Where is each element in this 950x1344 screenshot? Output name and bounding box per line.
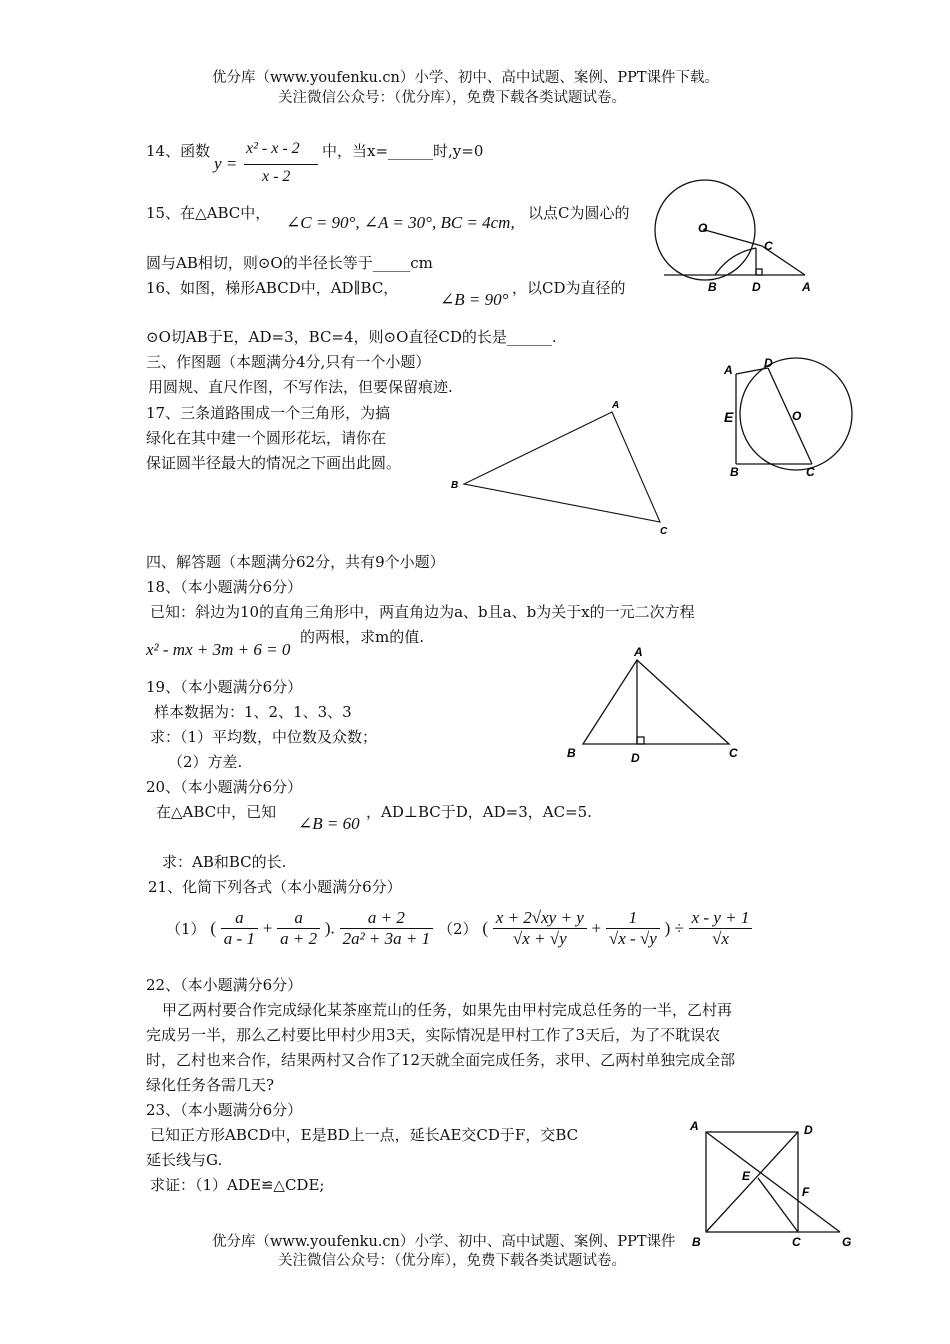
q21-open-2: ( [482,918,488,938]
figure-square [686,1118,866,1248]
q20-ask: 求：AB和BC的长. [162,853,287,871]
fig4-triangle [583,660,729,744]
q23-line-2: 延长线与G. [146,1151,223,1169]
q21-dot: ). [324,918,335,938]
fig5-label-c: C [792,1235,801,1249]
fig2-label-a: A [724,363,733,377]
fig3-label-b: B [451,480,459,491]
q21-frac-2: $\frac{a}{a + 2}$ [277,908,320,949]
fig5-line-ag [706,1132,840,1232]
q22-line-2: 完成另一半，那么乙村要比甲村少用3天，实际情况是甲村工作了3天后，为了不耽误农 [146,1026,721,1044]
header-line-2: 关注微信公众号：（优分库），免费下载各类试题试卷。 [278,90,626,106]
q19-data: 样本数据为：1、2、1、3、3 [154,703,352,721]
q22-line-1: 甲乙两村要合作完成绿化某茶座荒山的任务，如果先由甲村完成总任务的一半，乙村再 [162,1001,733,1019]
q14-y: y = [214,154,238,173]
fig5-label-b: B [692,1235,701,1249]
fig1-label-c: C [764,239,773,253]
q21-frac-4: $\frac{x + 2√xy + y}{√x + √y}$ [493,908,587,949]
q21-frac-6: $\frac{x - y + 1}{√x}$ [689,908,753,949]
figure-circle-tangent [660,178,830,298]
q14-den: x - 2 [262,168,291,185]
section-3-title: 三、作图题（本题满分4分,只有一个小题） [146,353,431,371]
q22-line-4: 绿化任务各需几天? [146,1076,275,1094]
q17-line-3: 保证圆半径最大的情况之下画出此圆。 [146,454,402,472]
q16-lead: 16、如图，梯形ABCD中，AD∥BC， [146,279,399,297]
q16-math: ∠B = 90° [440,290,509,309]
q22-head: 22、（本小题满分6分） [146,976,303,994]
fig1-label-d: D [752,280,761,294]
q19-ask-1: 求：（1）平均数，中位数及众数； [150,728,378,746]
fig3-label-c: C [660,526,668,537]
q14 [146,140,210,161]
q19-head: 19、（本小题满分6分） [146,678,303,696]
fig1-label-b: B [708,280,717,294]
q19-ask-2: （2）方差. [168,753,243,771]
q21-part-2-label: （2） [438,920,478,938]
q14-num: x² - x - 2 [246,140,300,157]
q21-plus-1: + [262,918,273,938]
q21-div: ) ÷ [664,918,684,938]
footer-line-2: 关注微信公众号：（优分库），免费下载各类试题试卷。 [278,1253,626,1269]
q21-open-1: ( [210,918,216,938]
fig4-label-a: A [634,645,643,659]
fig4-right-angle [637,737,644,744]
section-3-note: 用圆规、直尺作图，不写作法，但要保留痕迹. [148,378,453,396]
q18-line-1: 已知：斜边为10的直角三角形中，两直角边为a、b且a、b为关于x的一元二次方程 [150,603,695,621]
fig1-label-a: A [802,280,811,294]
q20-tail: ，AD⊥BC于D，AD=3，AC=5. [366,803,592,821]
q21-plus-2: + [591,918,602,938]
q17-line-1: 17、三条道路围成一个三角形，为搞 [146,404,391,422]
q15-tail: 以点C为圆心的 [528,204,630,222]
fig2-label-o: O [792,409,802,423]
fig4-label-c: C [729,746,738,760]
fig2-label-b: B [730,465,739,479]
q15-lead: 15、在△ABC中， [146,204,271,222]
section-4-title: 四、解答题（本题满分62分，共有9个小题） [146,553,445,571]
q14-lead: 14、函数 [146,142,211,160]
q21-frac-1: $\frac{a}{a - 1}$ [221,908,258,949]
fig5-label-e: E [742,1169,751,1183]
q16-line2: ⊙O切AB于E，AD=3，BC=4，则⊙O直径CD的长是______. [146,328,557,346]
q17-line-2: 绿化在其中建一个圆形花坛，请你在 [146,429,387,447]
q23-line-1: 已知正方形ABCD中，E是BD上一点，延长AE交CD于F，交BC [150,1126,579,1144]
q18-equation: x² - mx + 3m + 6 = 0 [146,640,291,659]
q14-tail: 中，当x=______时,y=0 [322,142,484,160]
q21-part-1-label: （1） [166,920,206,938]
header-line-1: 优分库（www.youfenku.cn）小学、初中、高中试题、案例、PPT课件下载。 [212,70,720,86]
fig3-triangle [464,412,660,522]
fig5-label-f: F [802,1185,810,1199]
q15-math: ∠C = 90°, ∠A = 30°, BC = 4cm, [286,213,515,232]
fig3-label-a: A [612,400,620,411]
q16-tail: ，以CD为直径的 [512,279,626,297]
q23-head: 23、（本小题满分6分） [146,1101,303,1119]
fig5-diagonal-bd [706,1132,798,1232]
fig1-label-o: O [698,221,708,235]
fig5-label-g: G [842,1235,852,1249]
q23-line-3: 求证：（1）ADE≌△CDE; [150,1176,325,1194]
fig1-right-angle [756,269,762,275]
fig2-label-c: C [806,465,815,479]
q15-line2: 圆与AB相切，则⊙O的半径长等于_____cm [146,254,433,272]
figure-roads-triangle [448,398,678,538]
fig2-label-d: D [764,356,773,370]
fig4-label-b: B [567,746,576,760]
figure-altitude-triangle [565,644,745,766]
footer-line-1: 优分库（www.youfenku.cn）小学、初中、高中试题、案例、PPT课件 [212,1234,676,1250]
q18-line-2: 的两根，求m的值. [300,628,424,646]
fig1-line-oc [705,230,762,246]
fig5-label-a: A [690,1119,699,1133]
q18-head: 18、（本小题满分6分） [146,578,303,596]
q20-lead: 在△ABC中，已知 [156,803,277,821]
q20-head: 20、（本小题满分6分） [146,778,303,796]
q20-math: ∠B = 60 [298,814,360,833]
fig5-label-d: D [804,1123,813,1137]
fig2-line-dc [768,368,812,464]
figure-trapezoid-circle [718,356,848,481]
fig2-label-e: E [724,409,734,425]
fig4-label-d: D [631,751,640,765]
q21-expr-1 [166,908,433,949]
q21-frac-3: $\frac{a + 2}{\text{2a² + 3a + 1}}$ [340,908,434,949]
q22-line-3: 时，乙村也来合作，结果两村又合作了12天就全面完成任务，求甲、乙两村单独完成全部 [146,1051,736,1069]
q14-fraction-bar [244,164,318,165]
q21-head: 21、化简下列各式（本小题满分6分） [148,878,402,896]
q21-frac-5: $\frac{1}{√x - √y}$ [606,908,660,949]
q21-expr-2 [438,908,752,949]
